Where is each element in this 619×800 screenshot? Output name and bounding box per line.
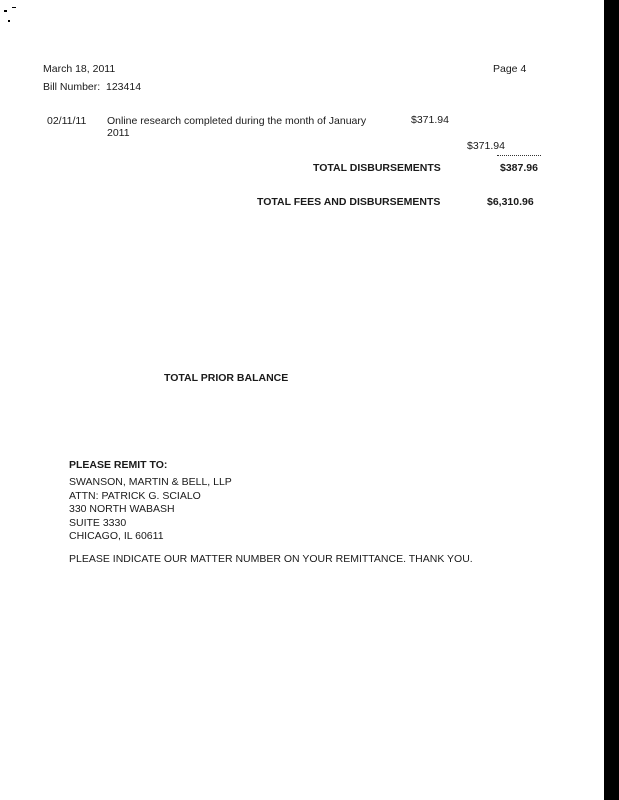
remit-note: PLEASE INDICATE OUR MATTER NUMBER ON YOUR REMITTANCE. THANK YOU. bbox=[69, 553, 473, 565]
scan-speck bbox=[4, 10, 7, 12]
remit-line: SWANSON, MARTIN & BELL, LLP bbox=[69, 476, 232, 488]
remit-heading: PLEASE REMIT TO: bbox=[69, 459, 168, 471]
bill-number-label: Bill Number: bbox=[43, 81, 101, 93]
total-disbursements-label: TOTAL DISBURSEMENTS bbox=[313, 162, 441, 174]
entry-description: Online research completed during the month of January 2011 bbox=[107, 115, 367, 139]
remit-address bbox=[69, 476, 232, 544]
total-fees-disbursements-label: TOTAL FEES AND DISBURSEMENTS bbox=[257, 196, 441, 208]
remit-line: CHICAGO, IL 60611 bbox=[69, 530, 164, 542]
total-prior-balance-label: TOTAL PRIOR BALANCE bbox=[164, 372, 289, 384]
scan-speck bbox=[12, 7, 16, 8]
page-number: Page 4 bbox=[493, 63, 527, 75]
remit-line: 330 NORTH WABASH bbox=[69, 503, 175, 515]
bill-number: 123414 bbox=[106, 81, 142, 93]
total-fees-disbursements-value: $6,310.96 bbox=[487, 196, 534, 208]
entry-date: 02/11/11 bbox=[47, 115, 87, 127]
remit-line: SUITE 3330 bbox=[69, 516, 127, 529]
entry-amount: $371.94 bbox=[411, 114, 449, 126]
remit-line: ATTN: PATRICK G. SCIALO bbox=[69, 489, 201, 502]
subtotal-rule bbox=[497, 155, 541, 156]
scan-border bbox=[604, 0, 619, 800]
total-disbursements-value: $387.96 bbox=[500, 162, 538, 174]
scan-speck bbox=[8, 20, 10, 22]
subtotal-amount: $371.94 bbox=[467, 140, 505, 152]
invoice-date: March 18, 2011 bbox=[43, 63, 116, 75]
